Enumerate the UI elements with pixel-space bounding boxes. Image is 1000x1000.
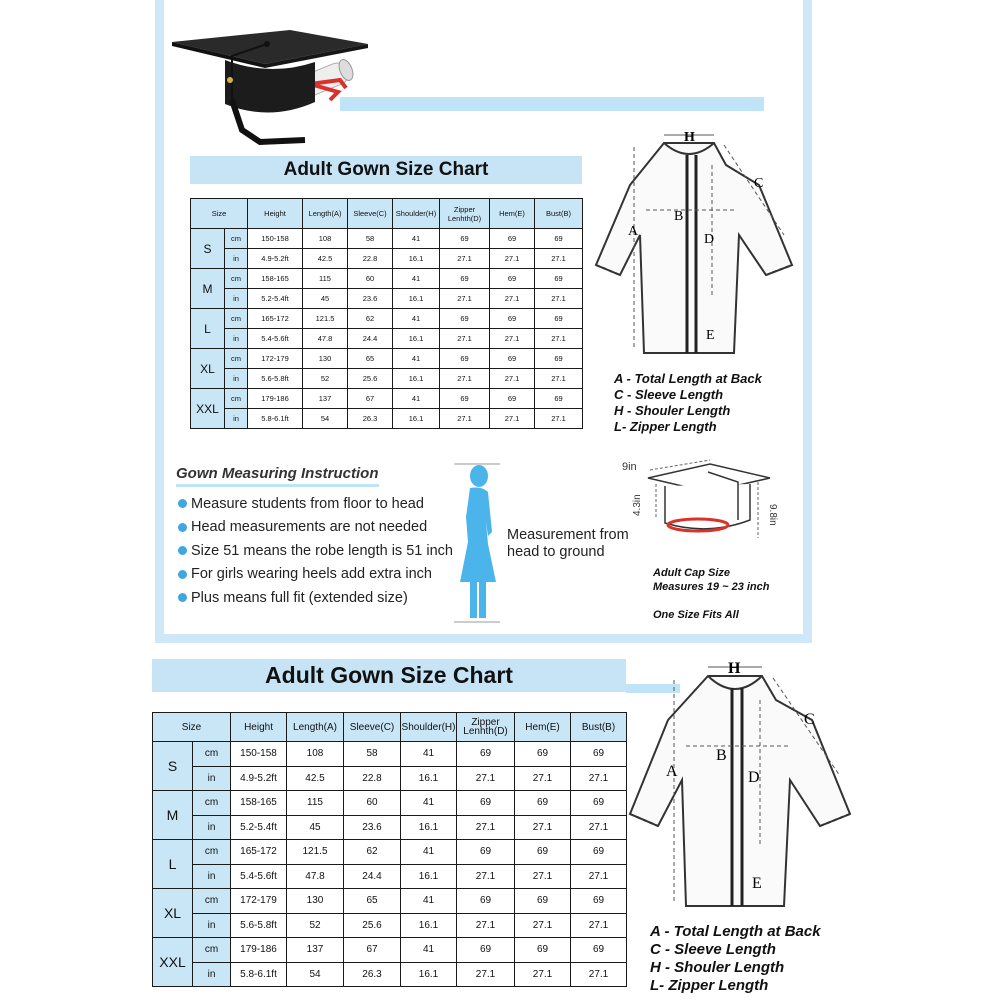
table-cell: 41	[393, 229, 440, 249]
cap-info	[653, 566, 769, 622]
table-cell: 27.1	[490, 409, 535, 429]
table-cell: 27.1	[457, 766, 515, 791]
table-cell: 27.1	[457, 815, 515, 840]
column-header: Size	[153, 713, 231, 742]
table-cell: 5.4-5.6ft	[248, 329, 303, 349]
diagram-label-e: E	[706, 328, 715, 343]
table-cell: 69	[490, 229, 535, 249]
table-cell: 65	[348, 349, 393, 369]
table-row	[191, 249, 583, 269]
table-cell: 16.1	[393, 369, 440, 389]
table-cell: 62	[344, 840, 401, 865]
table-cell: 41	[401, 791, 457, 816]
column-header: Length(A)	[303, 199, 348, 229]
table-cell: 5.8-6.1ft	[231, 962, 287, 987]
instruction-item: Plus means full fit (extended size)	[178, 586, 453, 610]
table-cell: 69	[535, 269, 583, 289]
size-label: L	[191, 309, 225, 349]
size-label: XL	[191, 349, 225, 389]
table-cell: 69	[571, 840, 627, 865]
table-cell: 25.6	[348, 369, 393, 389]
unit-cell: cm	[193, 742, 231, 767]
instructions-list	[178, 492, 453, 610]
table-cell: 115	[303, 269, 348, 289]
legend-h: H - Shouler Length	[614, 403, 731, 418]
table-cell: 27.1	[571, 962, 627, 987]
figure-caption: Measurement from head to ground	[507, 527, 629, 560]
table-cell: 69	[535, 349, 583, 369]
unit-cell: in	[225, 369, 248, 389]
unit-cell: in	[225, 249, 248, 269]
table-cell: 121.5	[287, 840, 344, 865]
table-cell: 41	[393, 389, 440, 409]
top-strip	[340, 97, 764, 111]
column-header: Size	[191, 199, 248, 229]
table-row	[153, 815, 627, 840]
table-row	[153, 962, 627, 987]
table-cell: 69	[535, 389, 583, 409]
table-cell: 5.4-5.6ft	[231, 864, 287, 889]
unit-cell: in	[193, 913, 231, 938]
table-cell: 16.1	[393, 289, 440, 309]
table-cell: 16.1	[401, 913, 457, 938]
legend-h: H - Shouler Length	[650, 959, 785, 976]
table-cell: 69	[515, 791, 571, 816]
table-cell: 16.1	[401, 766, 457, 791]
table-row	[191, 369, 583, 389]
table-cell: 24.4	[348, 329, 393, 349]
table-cell: 69	[440, 269, 490, 289]
table-row	[191, 229, 583, 249]
unit-cell: in	[193, 766, 231, 791]
cap-fit: One Size Fits All	[653, 609, 739, 621]
table-row	[191, 409, 583, 429]
table-header-row	[153, 713, 627, 742]
table-cell: 69	[515, 742, 571, 767]
table-cell: 69	[571, 742, 627, 767]
table-cell: 41	[401, 938, 457, 963]
diagram-label-b: B	[716, 747, 727, 764]
table-cell: 23.6	[344, 815, 401, 840]
table-cell: 16.1	[393, 409, 440, 429]
table-row	[191, 329, 583, 349]
table-cell: 69	[535, 309, 583, 329]
table-cell: 54	[287, 962, 344, 987]
table-cell: 26.3	[344, 962, 401, 987]
table-cell: 16.1	[393, 249, 440, 269]
table-cell: 69	[457, 889, 515, 914]
table-row	[153, 766, 627, 791]
table-cell: 165-172	[248, 309, 303, 329]
unit-cell: cm	[193, 840, 231, 865]
cap-measure: Measures 19 ~ 23 inch	[653, 581, 770, 593]
table-row	[153, 864, 627, 889]
size-label: L	[153, 840, 193, 889]
table-cell: 22.8	[348, 249, 393, 269]
table-cell: 69	[571, 938, 627, 963]
table-cell: 150-158	[248, 229, 303, 249]
table-row	[191, 349, 583, 369]
table-row	[153, 889, 627, 914]
column-header: Sleeve(C)	[348, 199, 393, 229]
table-cell: 158-165	[231, 791, 287, 816]
table-cell: 69	[571, 889, 627, 914]
bullet-icon	[178, 546, 187, 555]
table-cell: 69	[490, 389, 535, 409]
table-cell: 172-179	[248, 349, 303, 369]
unit-cell: cm	[225, 229, 248, 249]
table-cell: 27.1	[457, 913, 515, 938]
table-row	[191, 289, 583, 309]
table-cell: 23.6	[348, 289, 393, 309]
table-cell: 137	[287, 938, 344, 963]
table-cell: 41	[401, 840, 457, 865]
top-chart-title: Adult Gown Size Chart	[190, 156, 582, 184]
table-cell: 52	[287, 913, 344, 938]
table-cell: 27.1	[535, 249, 583, 269]
unit-cell: cm	[225, 269, 248, 289]
unit-cell: cm	[193, 889, 231, 914]
table-cell: 27.1	[457, 864, 515, 889]
table-cell: 67	[348, 389, 393, 409]
table-cell: 52	[303, 369, 348, 389]
table-row	[153, 791, 627, 816]
unit-cell: in	[225, 329, 248, 349]
table-cell: 179-186	[248, 389, 303, 409]
column-header: Height	[231, 713, 287, 742]
top-size-table	[190, 198, 583, 429]
legend-a: A - Total Length at Back	[650, 923, 821, 940]
table-cell: 16.1	[401, 864, 457, 889]
column-header: Height	[248, 199, 303, 229]
table-cell: 27.1	[440, 329, 490, 349]
bullet-icon	[178, 499, 187, 508]
table-cell: 27.1	[571, 766, 627, 791]
table-cell: 69	[440, 349, 490, 369]
legend-c: C - Sleeve Length	[614, 387, 724, 402]
table-cell: 130	[287, 889, 344, 914]
legend-l: L- Zipper Length	[614, 419, 717, 434]
table-cell: 26.3	[348, 409, 393, 429]
table-cell: 69	[490, 349, 535, 369]
bullet-icon	[178, 523, 187, 532]
table-cell: 69	[515, 938, 571, 963]
size-label: M	[153, 791, 193, 840]
table-cell: 69	[457, 840, 515, 865]
graduation-cap-icon	[170, 22, 370, 147]
table-cell: 67	[344, 938, 401, 963]
table-cell: 47.8	[287, 864, 344, 889]
table-cell: 27.1	[535, 369, 583, 389]
table-cell: 137	[303, 389, 348, 409]
size-label: XXL	[153, 938, 193, 987]
instruction-item: Size 51 means the robe length is 51 inch	[178, 539, 453, 563]
table-cell: 27.1	[571, 864, 627, 889]
table-cell: 5.6-5.8ft	[248, 369, 303, 389]
column-header: Zipper Lenhth(D)	[440, 199, 490, 229]
table-cell: 27.1	[440, 409, 490, 429]
table-cell: 27.1	[515, 815, 571, 840]
table-cell: 47.8	[303, 329, 348, 349]
table-cell: 27.1	[535, 289, 583, 309]
column-header: Shoulder(H)	[401, 713, 457, 742]
table-cell: 58	[348, 229, 393, 249]
table-cell: 5.6-5.8ft	[231, 913, 287, 938]
diagram-label-c: C	[754, 176, 764, 191]
table-cell: 16.1	[393, 329, 440, 349]
column-header: Bust(B)	[535, 199, 583, 229]
bullet-icon	[178, 593, 187, 602]
cap-title: Adult Cap Size	[653, 567, 731, 579]
table-cell: 69	[490, 269, 535, 289]
unit-cell: in	[193, 864, 231, 889]
size-label: XL	[153, 889, 193, 938]
bottom-chart-title: Adult Gown Size Chart	[152, 659, 626, 692]
unit-cell: cm	[225, 309, 248, 329]
table-cell: 27.1	[490, 289, 535, 309]
table-cell: 69	[440, 309, 490, 329]
table-cell: 5.2-5.4ft	[248, 289, 303, 309]
diagram-label-a: A	[666, 763, 678, 780]
diagram-label-b: B	[674, 209, 684, 224]
table-cell: 27.1	[490, 369, 535, 389]
bottom-size-table	[152, 712, 627, 987]
table-cell: 27.1	[440, 289, 490, 309]
table-cell: 45	[303, 289, 348, 309]
table-cell: 69	[490, 309, 535, 329]
size-label: M	[191, 269, 225, 309]
table-cell: 27.1	[535, 329, 583, 349]
column-header: Length(A)	[287, 713, 344, 742]
table-cell: 69	[515, 840, 571, 865]
table-cell: 172-179	[231, 889, 287, 914]
table-cell: 69	[457, 742, 515, 767]
table-cell: 25.6	[344, 913, 401, 938]
table-cell: 27.1	[515, 962, 571, 987]
cap-height-label: 9.8in	[767, 504, 778, 526]
unit-cell: in	[193, 962, 231, 987]
table-row	[153, 913, 627, 938]
table-cell: 41	[401, 889, 457, 914]
table-cell: 62	[348, 309, 393, 329]
table-row	[191, 269, 583, 289]
column-header: Zipper Lenhth(D)	[457, 713, 515, 742]
table-cell: 27.1	[490, 329, 535, 349]
table-cell: 58	[344, 742, 401, 767]
diagram-label-h: H	[728, 660, 741, 677]
top-legend	[614, 371, 762, 435]
diagram-label-e: E	[752, 875, 762, 892]
table-cell: 27.1	[515, 766, 571, 791]
table-cell: 27.1	[571, 913, 627, 938]
table-cell: 54	[303, 409, 348, 429]
table-cell: 108	[303, 229, 348, 249]
table-cell: 69	[440, 389, 490, 409]
unit-cell: cm	[225, 389, 248, 409]
unit-cell: in	[225, 289, 248, 309]
column-header: Shoulder(H)	[393, 199, 440, 229]
table-cell: 60	[344, 791, 401, 816]
instruction-item: For girls wearing heels add extra inch	[178, 563, 453, 587]
table-cell: 27.1	[515, 913, 571, 938]
size-label: S	[153, 742, 193, 791]
table-cell: 22.8	[344, 766, 401, 791]
instruction-item: Measure students from floor to head	[178, 492, 453, 516]
diagram-label-a: A	[628, 224, 639, 239]
cap-size-icon	[620, 458, 780, 548]
table-cell: 165-172	[231, 840, 287, 865]
table-cell: 27.1	[515, 864, 571, 889]
table-cell: 42.5	[287, 766, 344, 791]
bullet-icon	[178, 570, 187, 579]
column-header: Bust(B)	[571, 713, 627, 742]
table-cell: 69	[571, 791, 627, 816]
column-header: Sleeve(C)	[344, 713, 401, 742]
legend-c: C - Sleeve Length	[650, 941, 776, 958]
table-cell: 69	[457, 938, 515, 963]
column-header: Hem(E)	[515, 713, 571, 742]
table-cell: 27.1	[571, 815, 627, 840]
table-cell: 16.1	[401, 962, 457, 987]
table-cell: 41	[401, 742, 457, 767]
table-cell: 27.1	[440, 249, 490, 269]
gown-diagram-icon	[628, 656, 853, 921]
table-cell: 24.4	[344, 864, 401, 889]
gown-diagram-icon	[594, 125, 794, 360]
table-cell: 60	[348, 269, 393, 289]
table-row	[153, 938, 627, 963]
table-cell: 27.1	[457, 962, 515, 987]
table-header-row	[191, 199, 583, 229]
table-cell: 69	[440, 229, 490, 249]
table-cell: 27.1	[440, 369, 490, 389]
table-cell: 27.1	[535, 409, 583, 429]
table-cell: 69	[457, 791, 515, 816]
instruction-item: Head measurements are not needed	[178, 516, 453, 540]
table-cell: 27.1	[490, 249, 535, 269]
table-cell: 41	[393, 269, 440, 289]
table-row	[153, 840, 627, 865]
table-cell: 65	[344, 889, 401, 914]
unit-cell: in	[193, 815, 231, 840]
table-cell: 150-158	[231, 742, 287, 767]
diagram-label-h: H	[684, 130, 695, 145]
table-cell: 4.9-5.2ft	[248, 249, 303, 269]
table-cell: 42.5	[303, 249, 348, 269]
woman-silhouette-icon	[452, 462, 502, 624]
legend-l: L- Zipper Length	[650, 977, 769, 994]
size-label: XXL	[191, 389, 225, 429]
column-header: Hem(E)	[490, 199, 535, 229]
table-cell: 5.8-6.1ft	[248, 409, 303, 429]
unit-cell: in	[225, 409, 248, 429]
diagram-label-d: D	[704, 232, 715, 247]
instructions-title: Gown Measuring Instruction	[176, 465, 379, 487]
table-cell: 41	[393, 309, 440, 329]
table-cell: 5.2-5.4ft	[231, 815, 287, 840]
table-cell: 69	[515, 889, 571, 914]
table-cell: 69	[535, 229, 583, 249]
table-cell: 130	[303, 349, 348, 369]
table-cell: 158-165	[248, 269, 303, 289]
table-row	[153, 742, 627, 767]
table-cell: 45	[287, 815, 344, 840]
cap-depth-label: 4.3in	[632, 494, 643, 516]
table-cell: 108	[287, 742, 344, 767]
table-row	[191, 309, 583, 329]
cap-width-label: 9in	[622, 461, 637, 473]
table-cell: 4.9-5.2ft	[231, 766, 287, 791]
legend-a: A - Total Length at Back	[614, 371, 762, 386]
bottom-legend	[650, 923, 821, 995]
table-cell: 16.1	[401, 815, 457, 840]
table-cell: 41	[393, 349, 440, 369]
unit-cell: cm	[193, 938, 231, 963]
size-label: S	[191, 229, 225, 269]
table-cell: 179-186	[231, 938, 287, 963]
table-row	[191, 389, 583, 409]
unit-cell: cm	[193, 791, 231, 816]
diagram-label-c: C	[804, 711, 815, 728]
diagram-label-d: D	[748, 769, 760, 786]
table-cell: 115	[287, 791, 344, 816]
table-cell: 121.5	[303, 309, 348, 329]
unit-cell: cm	[225, 349, 248, 369]
